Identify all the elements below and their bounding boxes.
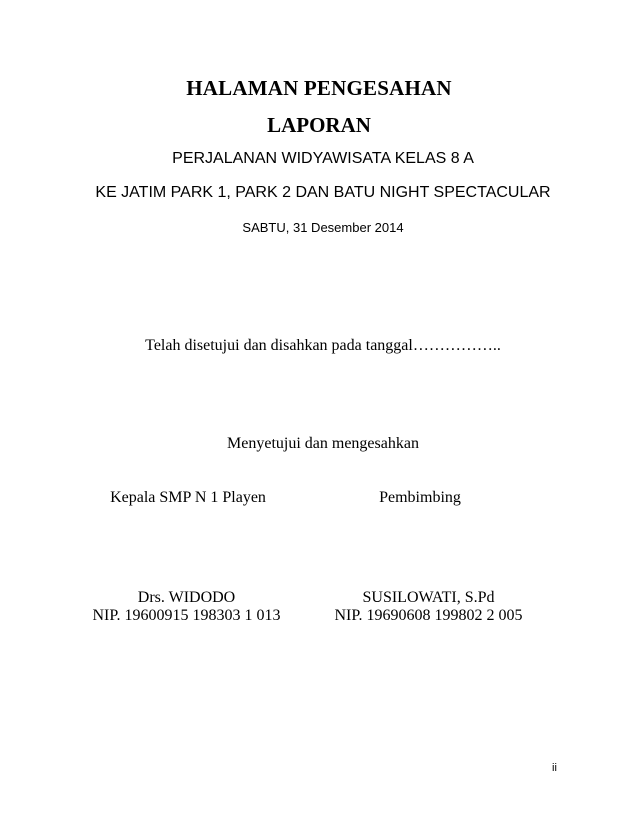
right-signatory-nip: NIP. 19690608 199802 2 005 [334, 607, 523, 624]
report-name-line-2: KE JATIM PARK 1, PARK 2 DAN BATU NIGHT SPECTACULAR [95, 184, 551, 201]
approval-heading: Menyetujui dan mengesahkan [227, 435, 419, 452]
left-signatory-nip: NIP. 19600915 198303 1 013 [92, 607, 281, 624]
report-date: SABTU, 31 Desember 2014 [242, 220, 404, 235]
report-name-line-1: PERJALANAN WIDYAWISATA KELAS 8 A [172, 150, 474, 167]
right-signatory-role: Pembimbing [379, 489, 461, 506]
page-number: ii [552, 762, 557, 774]
left-signatory-role: Kepala SMP N 1 Playen [110, 489, 266, 506]
page-title: HALAMAN PENGESAHAN [186, 76, 452, 100]
report-label: LAPORAN [267, 113, 371, 137]
left-signatory-name: Drs. WIDODO [137, 589, 236, 606]
approval-statement: Telah disetujui dan disahkan pada tanggal…………….. [145, 337, 501, 354]
right-signatory-name: SUSILOWATI, S.Pd [362, 589, 495, 606]
